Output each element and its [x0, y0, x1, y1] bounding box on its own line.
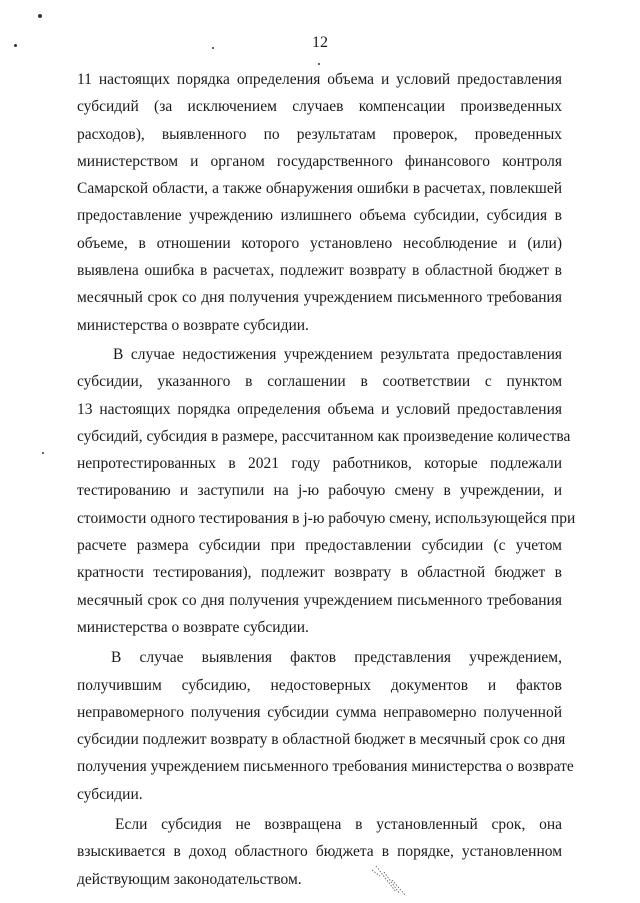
document-body	[77, 66, 576, 893]
text-line: 11 настоящих порядка определения объема и условий предоставления	[77, 71, 562, 88]
scan-speck	[38, 14, 42, 18]
text-line: 13 настоящих порядка определения объема и условий предоставления	[77, 400, 562, 418]
text-line: месячный срок со дня получения учреждением письменного требования	[77, 591, 562, 609]
text-line: месячный срок со дня получения учреждением письменного требования	[77, 289, 562, 307]
paragraph-1	[77, 66, 562, 339]
text-line: выявлена ошибка в расчетах, подлежит возврату в областной бюджет в	[77, 262, 562, 280]
text-line: взыскивается в доход областного бюджета в порядке, установленном	[77, 843, 562, 861]
text-line: министерства о возврате субсидии.	[77, 316, 309, 334]
page-number: 12	[312, 34, 328, 51]
text-line: кратности тестирования), подлежит возврату в областной бюджет в	[77, 564, 562, 582]
text-line: Самарской области, а также обнаружения ошибки в расчетах, повлекшей	[77, 180, 562, 198]
text-line: получения учреждением письменного требования министерства о возврате	[77, 758, 574, 776]
text-line: получившим субсидию, недостоверных документов и фактов	[77, 676, 562, 694]
scan-speck	[212, 47, 214, 49]
text-line: министерства о возврате субсидии.	[77, 618, 309, 636]
text-line: министерством и органом государственного финансового контроля	[77, 152, 562, 170]
text-line: тестированию и заступили на j-ю рабочую смену в учреждении, и	[77, 482, 562, 500]
text-line: стоимости одного тестирования в j-ю рабочую смену, использующейся при	[77, 509, 576, 527]
text-line: действующим законодательством.	[77, 870, 302, 888]
text-line: расходов), выявленного по результатам проверок, проведенных	[77, 125, 562, 143]
scan-speck	[14, 44, 17, 47]
text-line: субсидии.	[77, 785, 143, 803]
handwritten-mark	[366, 862, 412, 898]
paragraph-2	[77, 341, 576, 641]
text-line: объеме, в отношении которого установлено несоблюдение и (или)	[77, 234, 562, 252]
text-line: расчете размера субсидии при предоставлении субсидии (с учетом	[77, 537, 562, 555]
text-line: субсидий, субсидия в размере, рассчитанном как произведение количества	[77, 427, 571, 445]
scan-speck	[42, 452, 44, 454]
text-line: субсидии, указанного в соглашении в соответствии с пунктом	[77, 373, 562, 391]
text-line: В случае выявления фактов представления учреждением,	[111, 649, 562, 667]
scan-speck	[318, 63, 320, 65]
text-line: субсидий (за исключением случаев компенсации произведенных	[77, 98, 562, 116]
text-line: неправомерного получения субсидии сумма неправомерно полученной	[77, 703, 562, 721]
text-line: Если субсидия не возвращена в установленный срок, она	[115, 816, 562, 834]
text-line: В случае недостижения учреждением результата предоставления	[113, 345, 562, 363]
paragraph-4	[77, 811, 562, 893]
text-line: непротестированных в 2021 году работников, которые подлежали	[77, 455, 562, 473]
text-line: субсидии подлежит возврату в областной бюджет в месячный срок со дня	[77, 731, 566, 749]
text-line: предоставление учреждению излишнего объема субсидии, субсидия в	[77, 207, 562, 225]
paragraph-3	[77, 644, 574, 808]
